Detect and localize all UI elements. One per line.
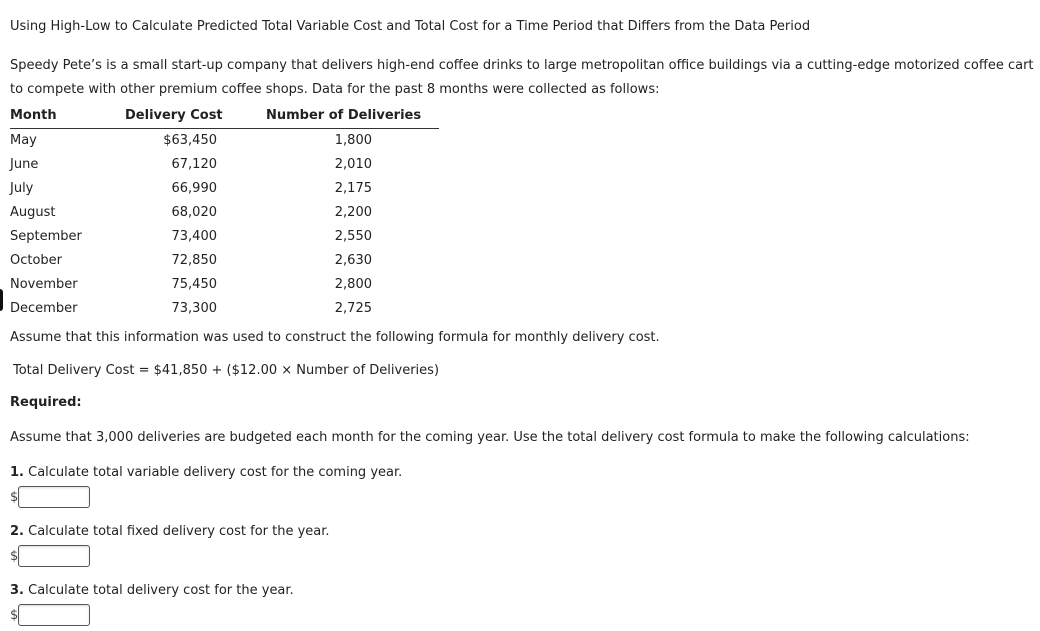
cell-deliveries: 2,010	[334, 157, 372, 172]
required-text: Assume that 3,000 deliveries are budgeted each month for the coming year. Use the total delivery cost formula to make the following calculations:	[10, 430, 970, 445]
cell-month: November	[10, 277, 78, 292]
question-text: Calculate total variable delivery cost for the coming year.	[28, 465, 403, 480]
table-row	[0, 277, 460, 301]
cell-cost: 66,990	[171, 181, 217, 196]
dollar-sign: $	[10, 490, 19, 505]
header-number-of-deliveries: Number of Deliveries	[266, 108, 422, 123]
question-3	[10, 583, 294, 598]
cell-month: August	[10, 205, 56, 220]
cell-cost: 68,020	[171, 205, 217, 220]
scroll-edge-marker	[0, 289, 3, 311]
cell-deliveries: 2,175	[334, 181, 372, 196]
cell-month: October	[10, 253, 63, 268]
table-row	[0, 181, 460, 205]
header-divider	[10, 128, 439, 129]
question-1	[10, 465, 402, 480]
cell-deliveries: 2,725	[334, 301, 372, 316]
cell-cost: 73,300	[171, 301, 217, 316]
required-label: Required:	[10, 395, 82, 410]
question-number: 3.	[10, 583, 24, 598]
cell-deliveries: 2,800	[334, 277, 372, 292]
answer-input-1[interactable]	[18, 486, 90, 508]
answer-input-2[interactable]	[18, 545, 90, 567]
table-row	[0, 301, 460, 325]
cell-month: May	[10, 133, 37, 148]
page-title: Using High-Low to Calculate Predicted Total Variable Cost and Total Cost for a Time Period that Differs from the Data Period	[10, 19, 811, 34]
table-row	[0, 205, 460, 229]
dollar-sign: $	[10, 608, 19, 623]
question-text: Calculate total delivery cost for the year.	[28, 583, 294, 598]
cell-cost: 75,450	[171, 277, 217, 292]
cell-cost: 73,400	[171, 229, 217, 244]
cell-month: July	[10, 181, 34, 196]
answer-input-3[interactable]	[18, 604, 90, 626]
cell-deliveries: 1,800	[334, 133, 372, 148]
table-row	[0, 157, 460, 181]
table-row	[0, 253, 460, 277]
question-number: 1.	[10, 465, 24, 480]
dollar-sign: $	[10, 549, 19, 564]
question-text: Calculate total fixed delivery cost for the year.	[28, 524, 330, 539]
question-2	[10, 524, 330, 539]
cell-cost: 67,120	[171, 157, 217, 172]
assume-text: Assume that this information was used to construct the following formula for monthly delivery cost.	[10, 330, 660, 345]
table-row	[0, 229, 460, 253]
cell-cost: 72,850	[171, 253, 217, 268]
intro-paragraph: Speedy Pete’s is a small start-up company that delivers high-end coffee drinks to large metropolitan office buildings via a cutting-edge motorized coffee cart to compete with other premium coffee shops. Data for the past 8 months were collected as follows:	[10, 58, 1034, 97]
cell-month: September	[10, 229, 82, 244]
cell-deliveries: 2,550	[334, 229, 372, 244]
header-month: Month	[10, 108, 57, 123]
cell-deliveries: 2,200	[334, 205, 372, 220]
cell-deliveries: 2,630	[334, 253, 372, 268]
formula: Total Delivery Cost = $41,850 + ($12.00 × Number of Deliveries)	[13, 363, 440, 378]
cell-month: June	[10, 157, 39, 172]
table-row	[0, 133, 460, 157]
header-delivery-cost: Delivery Cost	[125, 108, 223, 123]
cell-month: December	[10, 301, 78, 316]
question-number: 2.	[10, 524, 24, 539]
cell-cost: $63,450	[163, 133, 217, 148]
